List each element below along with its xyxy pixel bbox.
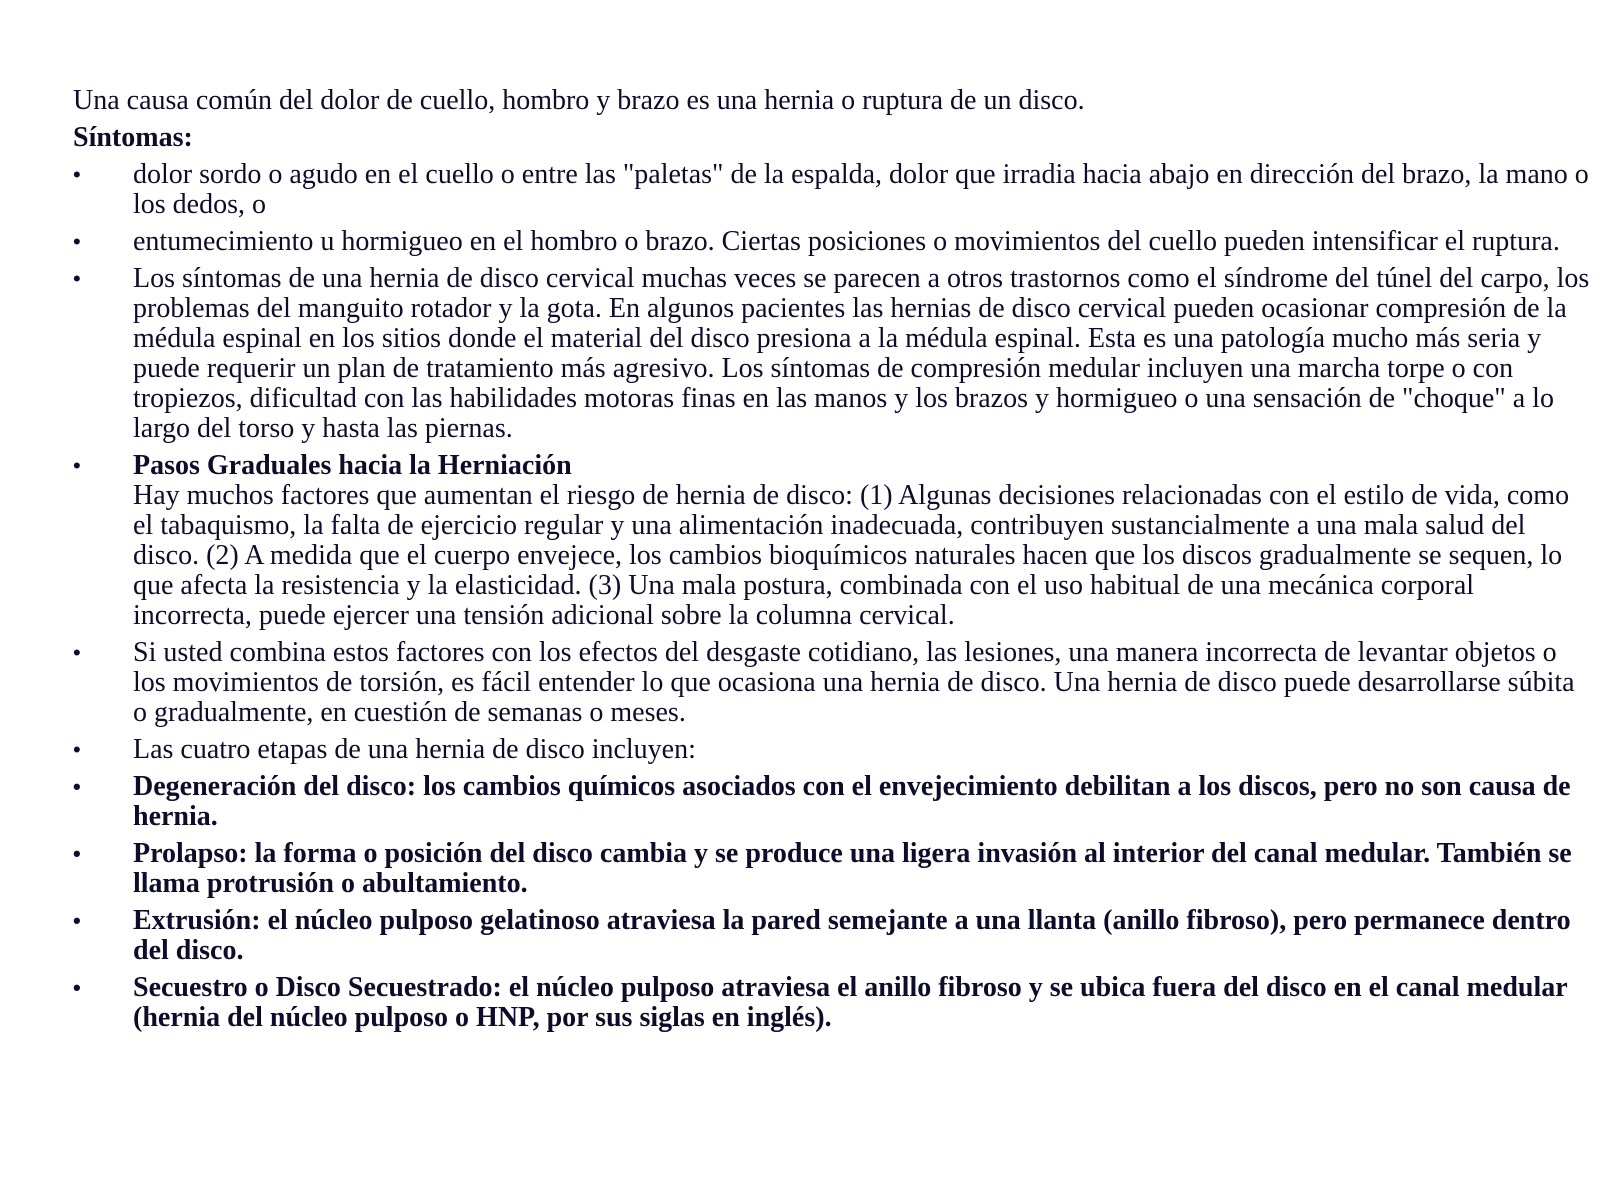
- list-item-stage: [73, 839, 1595, 899]
- list-item-text: Hay muchos factores que aumentan el riesgo de hernia de disco: (1) Algunas decisiones relacionadas con el estilo de vida, como el tabaquismo, la falta de ejercicio regular y una alimentación inadecuada, contribuyen sustancialmente a una mala salud del disco. (2) A medida que el cuerpo envejece, los cambios bioquímicos naturales hacen que los discos gradualmente se sequen, lo que afecta la resistencia y la elasticidad. (3) Una mala postura, combinada con el uso habitual de una mecánica corporal incorrecta, puede ejercer una tensión adicional sobre la columna cervical.: [133, 480, 1570, 631]
- list-item-stage: [73, 772, 1595, 832]
- bullet-icon: •: [73, 266, 81, 291]
- section-heading-herniation: Pasos Graduales hacia la Herniación: [133, 450, 572, 481]
- list-item: [73, 638, 1595, 728]
- list-item-stage: [73, 906, 1595, 966]
- list-item: [73, 160, 1595, 220]
- symptoms-heading: Síntomas:: [73, 122, 193, 153]
- bullet-icon: •: [73, 162, 81, 187]
- stage-sequestration-text: Secuestro o Disco Secuestrado: el núcleo pulposo atraviesa el anillo fibroso y se ubica fuera del disco en el canal medular (hernia del núcleo pulposo o HNP, por sus siglas en inglés).: [133, 972, 1568, 1033]
- bullet-icon: •: [73, 737, 81, 762]
- bullet-icon: •: [73, 229, 81, 254]
- list-item: [73, 264, 1595, 444]
- list-item-text: Si usted combina estos factores con los efectos del desgaste cotidiano, las lesiones, una manera incorrecta de levantar objetos o los movimientos de torsión, es fácil entender lo que ocasiona una hernia de disco. Una hernia de disco puede desarrollarse súbita o gradualmente, en cuestión de semanas o meses.: [133, 637, 1575, 728]
- bullet-icon: •: [73, 975, 81, 1000]
- bullet-icon: •: [73, 908, 81, 933]
- list-item-text: dolor sordo o agudo en el cuello o entre las "paletas" de la espalda, dolor que irradia hacia abajo en dirección del brazo, la mano o los dedos, o: [133, 159, 1589, 220]
- stage-extrusion-text: Extrusión: el núcleo pulposo gelatinoso atraviesa la pared semejante a una llanta (anillo fibroso), pero permanece dentro del disco.: [133, 905, 1571, 966]
- bullet-icon: •: [73, 774, 81, 799]
- list-item: [73, 227, 1595, 257]
- intro-paragraph: Una causa común del dolor de cuello, hombro y brazo es una hernia o ruptura de un disco.: [73, 85, 1085, 116]
- stage-degeneration-text: Degeneración del disco: los cambios químicos asociados con el envejecimiento debilitan a los discos, pero no son causa de hernia.: [133, 771, 1571, 832]
- bullet-icon: •: [73, 453, 81, 478]
- stage-prolapse-text: Prolapso: la forma o posición del disco cambia y se produce una ligera invasión al interior del canal medular. También se llama protrusión o abultamiento.: [133, 838, 1572, 899]
- list-item-stage: [73, 973, 1595, 1033]
- list-item-text: entumecimiento u hormigueo en el hombro o brazo. Ciertas posiciones o movimientos del cuello pueden intensificar el ruptura.: [133, 226, 1560, 257]
- list-item-text: Los síntomas de una hernia de disco cervical muchas veces se parecen a otros trastornos como el síndrome del túnel del carpo, los problemas del manguito rotador y la gota. En algunos pacientes las hernias de disco cervical pueden ocasionar compresión de la médula espinal en los sitios donde el material del disco presiona a la médula espinal. Esta es una patología mucho más seria y puede requerir un plan de tratamiento más agresivo. Los síntomas de compresión medular incluyen una marcha torpe o con tropiezos, dificultad con las habilidades motoras finas en las manos y los brazos y hormigueo o una sensación de "choque" a lo largo del torso y hasta las piernas.: [133, 263, 1590, 444]
- document-body: [73, 86, 1595, 1040]
- list-item: [73, 451, 1595, 631]
- list-item-text: Las cuatro etapas de una hernia de disco incluyen:: [133, 734, 696, 765]
- symptoms-list: [73, 160, 1595, 1033]
- bullet-icon: •: [73, 841, 81, 866]
- bullet-icon: •: [73, 640, 81, 665]
- list-item: [73, 735, 1595, 765]
